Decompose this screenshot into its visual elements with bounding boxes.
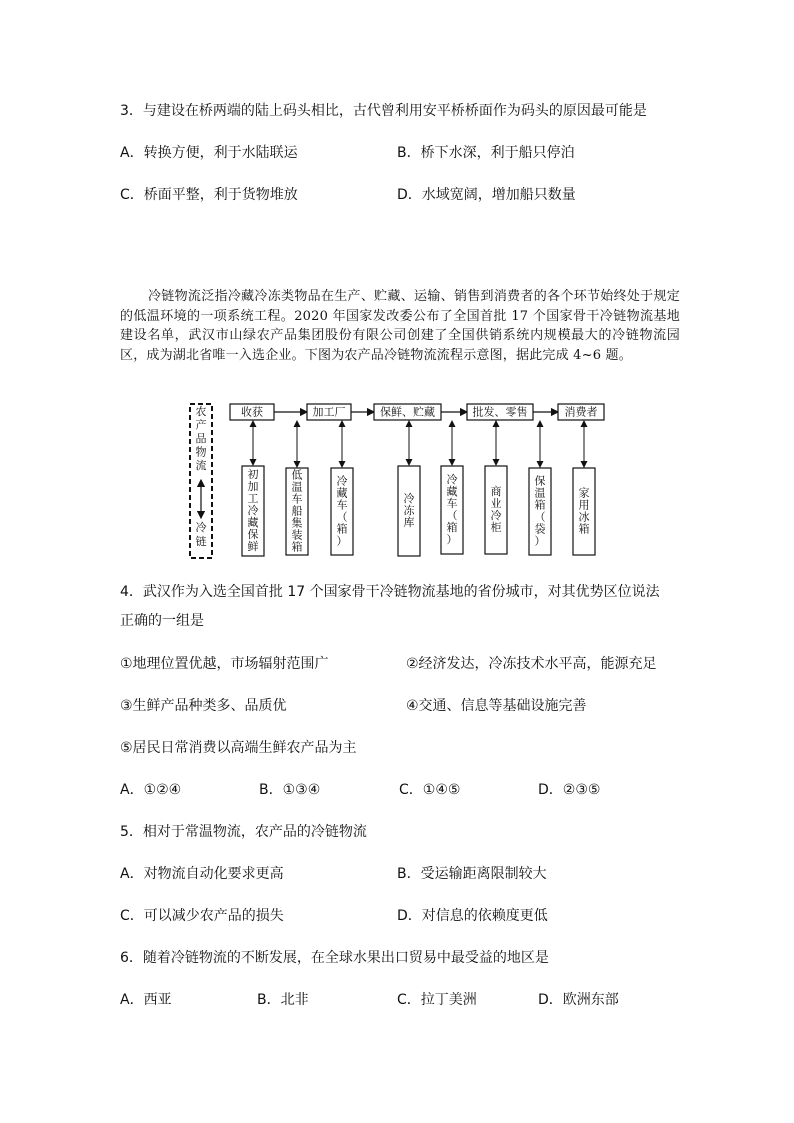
- left-label-char: 冷: [195, 521, 207, 534]
- q5-option-a[interactable]: A．对物流自动化要求更高: [120, 866, 284, 882]
- q5-option-c[interactable]: C．可以减少农产品的损失: [120, 908, 284, 924]
- facility-label-char: 冻: [403, 504, 415, 517]
- facility-label-char: 车: [291, 492, 303, 506]
- left-label-char: 链: [195, 535, 207, 548]
- facility-label-char: ）: [534, 534, 546, 548]
- facility-label-char: 工: [247, 492, 259, 505]
- facility-label-char: 商: [490, 485, 502, 498]
- q4-option-d[interactable]: D．②③⑤: [538, 782, 601, 798]
- q3-option-a[interactable]: A．转换方便，利于水陆联运: [120, 145, 298, 161]
- q4-item-2: ②经济发达，冷冻技术水平高，能源充足: [406, 656, 657, 672]
- stage-label: 加工厂: [312, 405, 346, 419]
- facility-label-char: （: [336, 510, 348, 524]
- q6-option-d[interactable]: D．欧洲东部: [538, 992, 619, 1008]
- q6-stem: 6．随着冷链物流的不断发展，在全球水果出口贸易中最受益的地区是: [120, 950, 549, 966]
- facility-label-char: 车: [336, 498, 348, 512]
- facility-label-char: 箱: [446, 521, 458, 534]
- cold-chain-flow-diagram: [188, 400, 608, 562]
- facility-label-char: 鲜: [247, 540, 259, 553]
- left-label-top: [196, 405, 207, 472]
- facility-label-char: 保: [534, 474, 546, 488]
- facility-label-char: 藏: [446, 485, 458, 498]
- q4-stem-line1: 4．武汉作为入选全国首批 17 个国家骨干冷链物流基地的省份城市，对其优势区位说法: [120, 584, 660, 600]
- q4-stem-line2: 正确的一组是: [120, 613, 204, 629]
- stage-label: 保鲜、贮藏: [380, 405, 435, 419]
- q4-option-c[interactable]: C．①④⑤: [399, 782, 461, 798]
- facility-label-char: 车: [446, 497, 458, 510]
- facility-label-char: 温: [534, 486, 546, 500]
- q4-option-a[interactable]: A．①②④: [120, 782, 182, 798]
- stage-label: 收获: [241, 405, 263, 419]
- facility-label-char: 箱: [578, 522, 590, 536]
- facility-label-char: 装: [291, 528, 303, 542]
- reading-passage: 冷链物流泛指冷藏冷冻类物品在生产、贮藏、运输、销售到消费者的各个环节始终处于规定的低温环境的一项系统工程。2020 年国家发改委公布了全国首批 17 个国家骨干冷链物流基地建设名单，武汉市山绿农产品集团股份有限公司创建了全国供销系统内规模最大的冷链物流园区，成为湖北省唯一入选企业。下图为农产品冷链物流流程示意图，据此完成 4~6 题。: [120, 289, 680, 363]
- q4-item-5: ⑤居民日常消费以高端生鲜农产品为主: [120, 740, 357, 756]
- facility-label-char: ）: [336, 534, 348, 548]
- q6-option-a[interactable]: A．西亚: [120, 992, 172, 1008]
- facility-label-char: 业: [490, 497, 502, 510]
- facility-label-char: （: [534, 510, 546, 524]
- facility-label-char: 箱: [336, 522, 348, 536]
- facility-label-char: 柜: [490, 521, 502, 534]
- q3-stem: 3．与建设在桥两端的陆上码头相比，古代曾利用安平桥桥面作为码头的原因最可能是: [120, 103, 647, 119]
- q4-item-4: ④交通、信息等基础设施完善: [406, 698, 587, 714]
- facility-label-char: 船: [291, 504, 303, 518]
- facility-label-char: 用: [578, 498, 590, 512]
- facility-label-char: 藏: [247, 516, 259, 529]
- q5-stem: 5．相对于常温物流，农产品的冷链物流: [120, 824, 367, 840]
- q6-option-b[interactable]: B．北非: [257, 992, 309, 1008]
- facility-label-char: 袋: [534, 522, 546, 536]
- q4-option-b[interactable]: B．①③④: [259, 782, 321, 798]
- left-label-char: 物: [195, 445, 207, 459]
- facility-label-char: 保: [247, 528, 259, 541]
- facility-label-char: 集: [291, 516, 303, 530]
- left-label-char: 产: [195, 418, 207, 432]
- q5-option-b[interactable]: B．受运输距离限制较大: [397, 866, 547, 882]
- q3-option-d[interactable]: D．水域宽阔，增加船只数量: [397, 187, 576, 203]
- facility-label-char: 冰: [578, 510, 590, 524]
- left-label-char: 品: [195, 432, 207, 445]
- facility-label-char: 藏: [336, 486, 348, 500]
- q6-option-c[interactable]: C．拉丁美洲: [397, 992, 477, 1008]
- q3-option-b[interactable]: B．桥下水深，利于船只停泊: [397, 145, 575, 161]
- facility-label-char: 家: [578, 486, 590, 500]
- facility-label-char: 加: [247, 480, 259, 493]
- facility-label-char: 冷: [403, 492, 415, 505]
- facility-label-char: 库: [403, 516, 415, 529]
- facility-label-char: 初: [247, 468, 259, 481]
- facility-label-char: 箱: [534, 498, 546, 512]
- facility-label-char: ）: [446, 533, 458, 546]
- facility-label-char: 温: [291, 480, 303, 494]
- facility-label-char: 低: [291, 468, 303, 482]
- q3-option-c[interactable]: C．桥面平整，利于货物堆放: [120, 187, 298, 203]
- left-label-bottom: [196, 520, 207, 548]
- stage-label: 消费者: [564, 405, 598, 419]
- facility-label-char: 冷: [247, 504, 259, 517]
- q5-option-d[interactable]: D．对信息的依赖度更低: [397, 908, 548, 924]
- stage-label: 批发、零售: [472, 405, 528, 419]
- left-label-char: 流: [195, 459, 207, 472]
- facility-label-char: 冷: [490, 509, 502, 522]
- facility-label-char: （: [446, 509, 458, 522]
- left-label-char: 农: [195, 405, 207, 418]
- q4-item-1: ①地理位置优越，市场辐射范围广: [120, 656, 329, 672]
- q4-item-3: ③生鲜产品种类多、品质优: [120, 698, 287, 714]
- facility-label-char: 冷: [446, 473, 458, 486]
- facility-label-char: 冷: [336, 474, 348, 488]
- facility-label-char: 箱: [291, 540, 303, 554]
